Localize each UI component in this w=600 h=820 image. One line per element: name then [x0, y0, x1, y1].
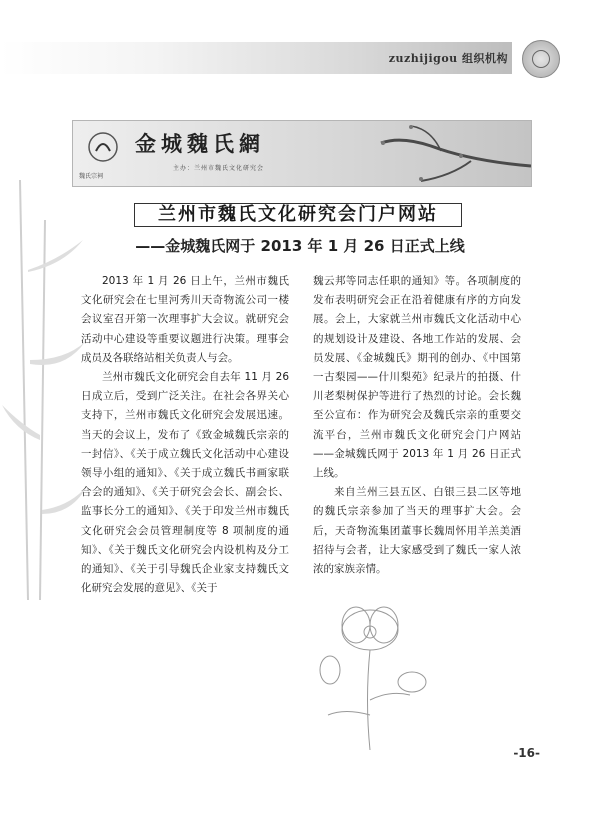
page-number: -16- [513, 746, 540, 760]
article-right-column [313, 272, 521, 579]
article-title: 兰州市魏氏文化研究会门户网站 [134, 203, 462, 227]
paragraph-continuation: 魏云邦等同志任职的通知》等。各项制度的发布表明研究会正在沿着健康有序的方向发展。会上，大家就兰州市魏氏文化活动中心的规划设计及建设、各地工作站的发展、会员发展、《金城魏氏》期刊的创办、《中国第一古梨园——什川梨苑》纪录片的拍摄、什川老梨树保护等进行了热烈的讨论。会长魏至公宣布：作为研究会及魏氏宗亲的重要交流平台，兰州市魏氏文化研究会门户网站——金城魏氏网于 2013 年 1 月 26 日正式上线。 [313, 275, 521, 480]
site-banner [72, 120, 532, 187]
paragraph: 来自兰州三县五区、白银三县二区等地的魏氏宗亲参加了当天的理事扩大会。会后，天奇物流集团董事长魏周怀用羊羔美酒招待与会者，让大家感受到了魏氏一家人浓浓的家族亲情。 [313, 486, 521, 576]
article-subtitle: ——金城魏氏网于 2013 年 1 月 26 日正式上线 [135, 237, 465, 255]
paragraph: 2013 年 1 月 26 日上午，兰州市魏氏文化研究会在七里河秀川天奇物流公司一楼会议室召开第一次理事扩大会议。就研究会活动中心建设等重要议题进行决策。理事会成员及各联络站相关负责人与会。 [81, 275, 289, 364]
site-logo-icon [87, 131, 119, 163]
section-title: 组织机构 [462, 52, 508, 65]
flower-illustration [300, 590, 440, 750]
banner-title: 金城魏氏網 [135, 131, 265, 156]
section-header [389, 50, 508, 66]
banner-subtitle: 主办：兰州市魏氏文化研究会 [173, 165, 265, 172]
article-left-column [81, 272, 289, 598]
section-pinyin: zuzhijigou [388, 52, 458, 65]
paragraph: 兰州市魏氏文化研究会自去年 11 月 26 日成立后，受到广泛关注。在社会各界关心支持下，兰州市魏氏文化研究会发展迅速。当天的会议上，发布了《致金城魏氏宗亲的一封信》、《关于成立魏氏文化活动中心建设领导小组的通知》、《关于成立魏氏书画家联合会的通知》、《关于研究会会长、副会长、监事长分工的通知》、《关于印发兰州市魏氏文化研究会会员管理制度等 8 项制度的通知》、《关于魏氏文化研究会内设机构及分工的通知》、《关于引导魏氏企业家支持魏氏文化研究会发展的意见》、《关于 [81, 371, 289, 595]
logo-caption: 魏氏宗祠 [79, 173, 104, 180]
plum-tree-illustration [321, 121, 531, 186]
emblem-icon [522, 40, 560, 78]
